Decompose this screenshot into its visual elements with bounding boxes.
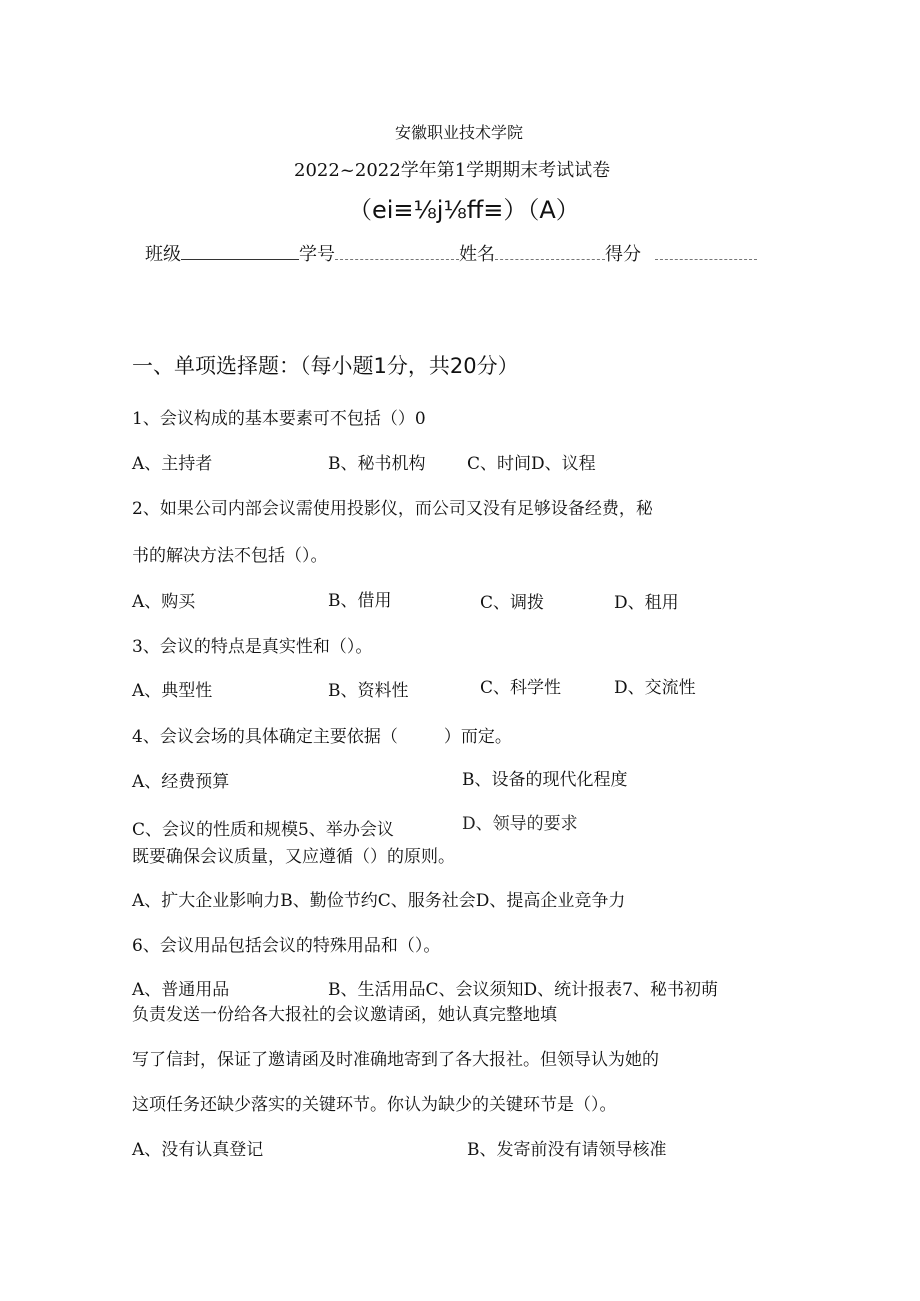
question-4-text-b: ）而定。: [443, 727, 512, 747]
school-name: 安徽职业技术学院: [395, 123, 524, 142]
question-4: [132, 722, 512, 747]
question-1: 1、会议构成的基本要素可不包括（）0: [132, 409, 426, 429]
question-7-line-2: 负责发送一份给各大报社的会议邀请函，她认真完整地填: [132, 1005, 557, 1025]
score-label: 得分: [605, 244, 641, 265]
q4-option-b: B、设备的现代化程度: [462, 770, 628, 790]
q2-option-b: B、借用: [328, 591, 392, 611]
question-7-line-4: 这项任务还缺少落实的关键环节。你认为缺少的关键环节是（）。: [132, 1095, 617, 1115]
q6-option-a: A、普通用品: [132, 980, 230, 1000]
exam-term-title: 2022~2022学年第1学期期末考试试卷: [294, 160, 611, 181]
q7-option-a: A、没有认真登记: [132, 1140, 264, 1160]
id-blank: [335, 241, 459, 260]
question-2-line-1: 2、如果公司内部会议需使用投影仪，而公司又没有足够设备经费，秘: [132, 499, 653, 519]
q2-option-d: D、租用: [614, 593, 679, 613]
name-blank: [495, 241, 605, 260]
q1-option-cd: C、时间D、议程: [467, 454, 596, 474]
class-blank: [181, 241, 299, 260]
q3-option-d: D、交流性: [614, 678, 696, 698]
q5-options: A、扩大企业影响力B、勤俭节约C、服务社会D、提高企业竞争力: [132, 891, 626, 911]
q6-options-rest-and-q7: B、生活用品C、会议须知D、统计报表7、秘书初萌: [328, 980, 718, 1000]
question-3: 3、会议的特点是真实性和（）。: [132, 637, 373, 657]
q4-option-d-clipped: D、领导的要求: [462, 814, 578, 834]
q1-option-b: B、秘书机构: [328, 454, 426, 474]
info-line: [145, 240, 757, 266]
q4-option-c-and-q5: C、会议的性质和规模5、举办会议: [132, 820, 394, 840]
score-blank: [655, 241, 757, 260]
q7-option-b: B、发寄前没有请领导核准: [467, 1140, 667, 1160]
question-2-line-2: 书的解决方法不包括（）。: [132, 546, 328, 566]
question-6: 6、会议用品包括会议的特殊用品和（）。: [132, 936, 441, 956]
q3-option-c: C、科学性: [480, 678, 562, 698]
name-label: 姓名: [459, 244, 495, 265]
question-7-line-3: 写了信封，保证了邀请函及时准确地寄到了各大报社。但领导认为她的: [132, 1050, 659, 1070]
section-title: 一、单项选择题：（每小题1分，共20分）: [132, 354, 519, 378]
q2-option-c: C、调拨: [480, 593, 545, 613]
class-label: 班级: [145, 244, 181, 265]
q4-option-a: A、经费预算: [132, 772, 230, 792]
q1-option-a: A、主持者: [132, 454, 213, 474]
question-5-line-2: 既要确保会议质量，又应遵循（）的原则。: [132, 847, 455, 867]
course-title: （ei≡⅛j⅛ff≡）（A）: [348, 196, 580, 224]
id-label: 学号: [299, 244, 335, 265]
q2-option-a: A、购买: [132, 592, 196, 612]
q3-option-a: A、典型性: [132, 681, 213, 701]
question-4-text-a: 4、会议会场的具体确定主要依据（: [132, 727, 398, 747]
q3-option-b: B、资料性: [328, 681, 409, 701]
